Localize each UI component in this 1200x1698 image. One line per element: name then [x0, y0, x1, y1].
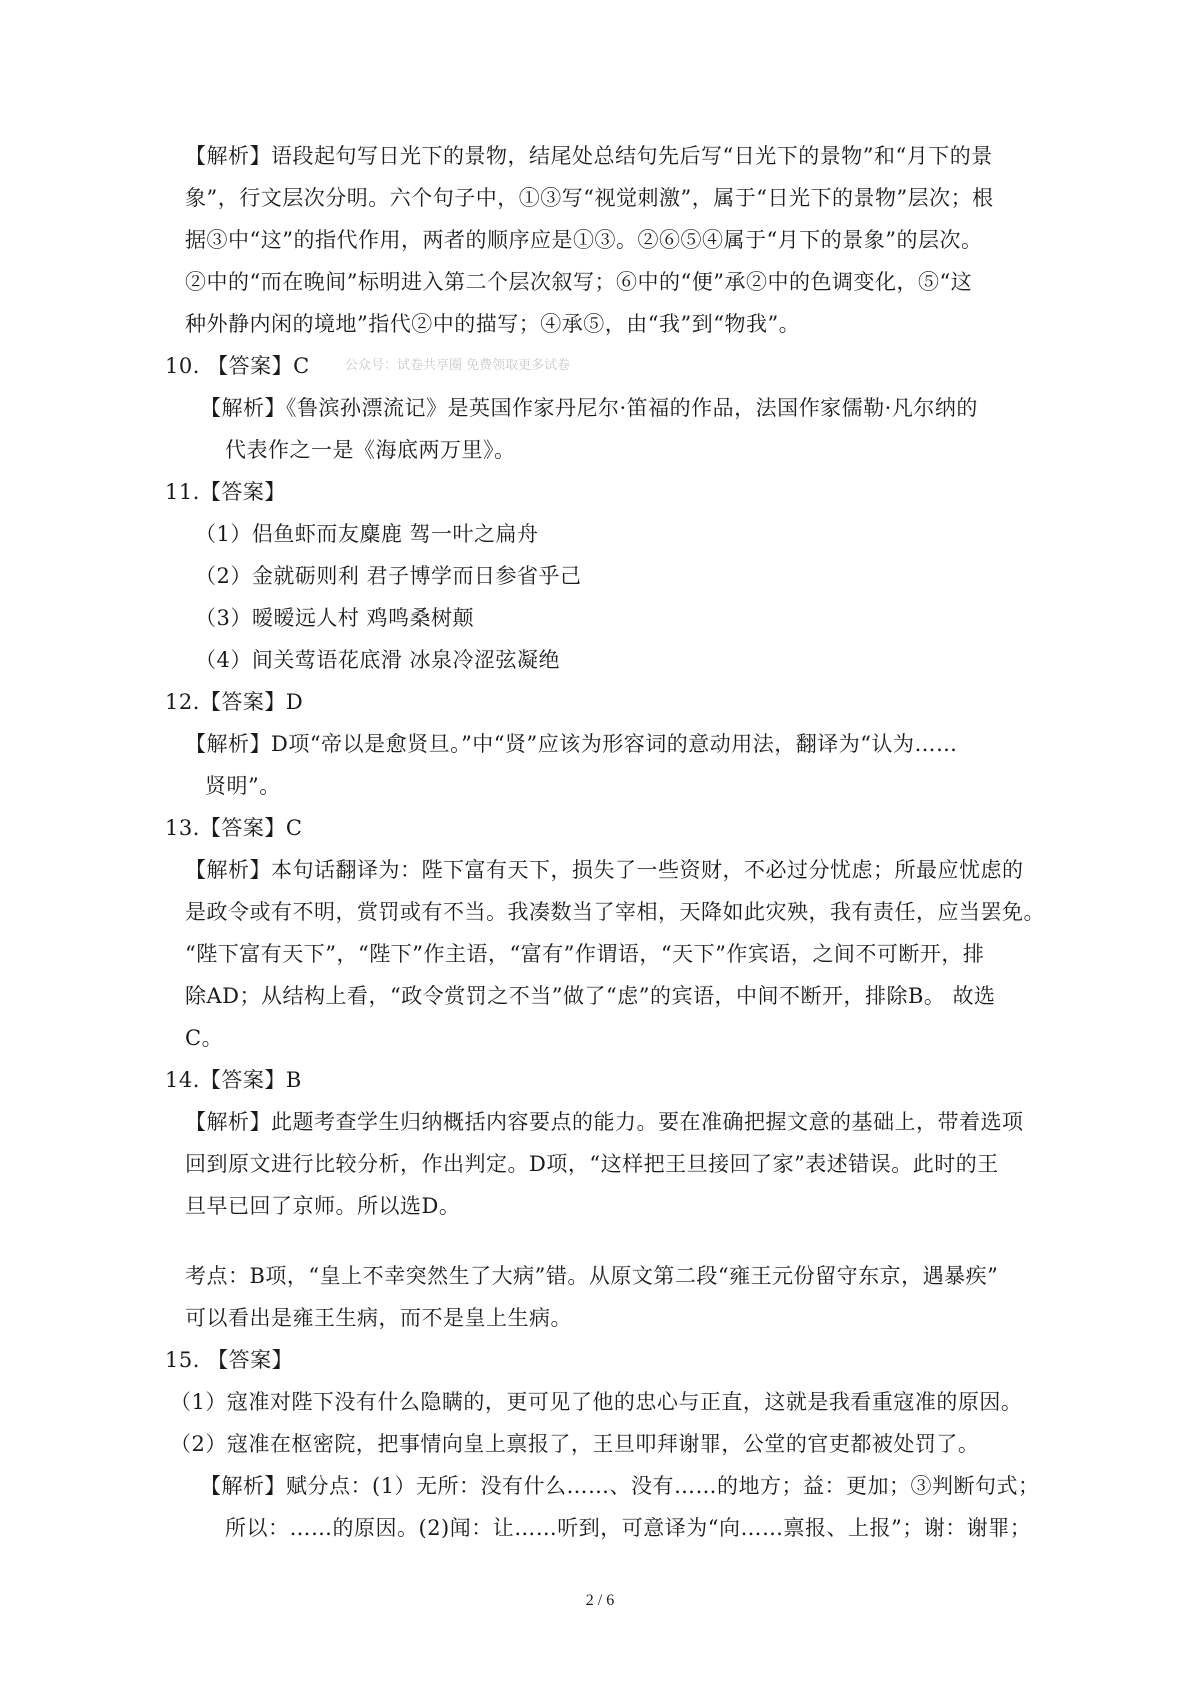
answer-heading-10: 10. 【答案】C: [165, 354, 310, 378]
text-line: 代表作之一是《海底两万里》。: [225, 438, 516, 462]
text-line: 据③中“这”的指代作用，两者的顺序应是①③。②⑥⑤④属于“月下的景象”的层次。: [185, 228, 983, 252]
text-line: 所以：……的原因。(2)闻：让……听到，可意译为“向……禀报、上报”；谢：谢罪；: [225, 1516, 1032, 1540]
answer-item: （2）金就砺则利 君子博学而日参省乎己: [195, 564, 582, 588]
text-line: 【解析】语段起句写日光下的景物，结尾处总结句先后写“日光下的景物”和“月下的景: [185, 144, 993, 168]
text-line: 考点：B项，“皇上不幸突然生了大病”错。从原文第二段“雍王元份留守东京，遇暴疾”: [185, 1264, 999, 1288]
text-line: ②中的“而在晚间”标明进入第二个层次叙写；⑥中的“便”承②中的色调变化，⑤“这: [185, 270, 973, 294]
text-line: 贤明”。: [205, 774, 281, 798]
page-number: 2 / 6: [585, 1592, 615, 1609]
text-line: 是政令或有不明，赏罚或有不当。我凑数当了宰相，天降如此灾殃，我有责任，应当罢免。: [185, 900, 1045, 924]
text-line: 【解析】《鲁滨孙漂流记》是英国作家丹尼尔·笛福的作品，法国作家儒勒·凡尔纳的: [200, 396, 978, 420]
answer-heading-11: 11.【答案】: [165, 480, 286, 504]
text-line: 【解析】本句话翻译为：陛下富有天下，损失了一些资财，不必过分忧虑；所最应忧虑的: [185, 858, 1024, 882]
answer-item: （1）侣鱼虾而友麋鹿 驾一叶之扁舟: [195, 522, 539, 546]
answer-item: （4）间关莺语花底滑 冰泉冷涩弦凝绝: [195, 648, 561, 672]
answer-item: （1）寇准对陛下没有什么隐瞒的，更可见了他的忠心与正直，这就是我看重寇准的原因。: [170, 1390, 1023, 1414]
text-line: C。: [185, 1026, 224, 1050]
text-line: 回到原文进行比较分析，作出判定。D项，“这样把王旦接回了家”表述错误。此时的王: [185, 1152, 999, 1176]
text-line: 旦早已回了京师。所以选D。: [185, 1194, 461, 1218]
watermark: 公众号：试卷共享圈 免费领取更多试卷: [345, 358, 571, 373]
text-line: 象”，行文层次分明。六个句子中，①③写“视觉刺激”，属于“日光下的景物”层次；根: [185, 186, 994, 210]
answer-item: （2）寇准在枢密院，把事情向皇上禀报了，王旦叩拜谢罪，公堂的官吏都被处罚了。: [170, 1432, 980, 1456]
answer-heading-15: 15. 【答案】: [165, 1348, 294, 1372]
text-line: 可以看出是雍王生病，而不是皇上生病。: [185, 1306, 572, 1330]
text-line: 【解析】赋分点：(1）无所：没有什么……、没有……的地方；益：更加；③判断句式；: [200, 1474, 1040, 1498]
answer-item: （3）暧暧远人村 鸡鸣桑树颠: [195, 606, 475, 630]
text-line: “陛下富有天下”，“陛下”作主语，“富有”作谓语，“天下”作宾语，之间不可断开，排: [185, 942, 985, 966]
answer-heading-14: 14.【答案】B: [165, 1068, 302, 1092]
text-line: 【解析】此题考查学生归纳概括内容要点的能力。要在准确把握文意的基础上，带着选项: [185, 1110, 1024, 1134]
text-line: 除AD；从结构上看，“政令赏罚之不当”做了“虑”的宾语，中间不断开，排除B。 故选: [185, 984, 996, 1008]
answer-heading-13: 13.【答案】C: [165, 816, 303, 840]
text-line: 【解析】D项“帝以是愈贤旦。”中“贤”应该为形容词的意动用法，翻译为“认为……: [185, 732, 958, 756]
text-line: 种外静内闲的境地”指代②中的描写；④承⑤，由“我”到“物我”。: [185, 312, 801, 336]
answer-heading-12: 12.【答案】D: [165, 690, 304, 714]
